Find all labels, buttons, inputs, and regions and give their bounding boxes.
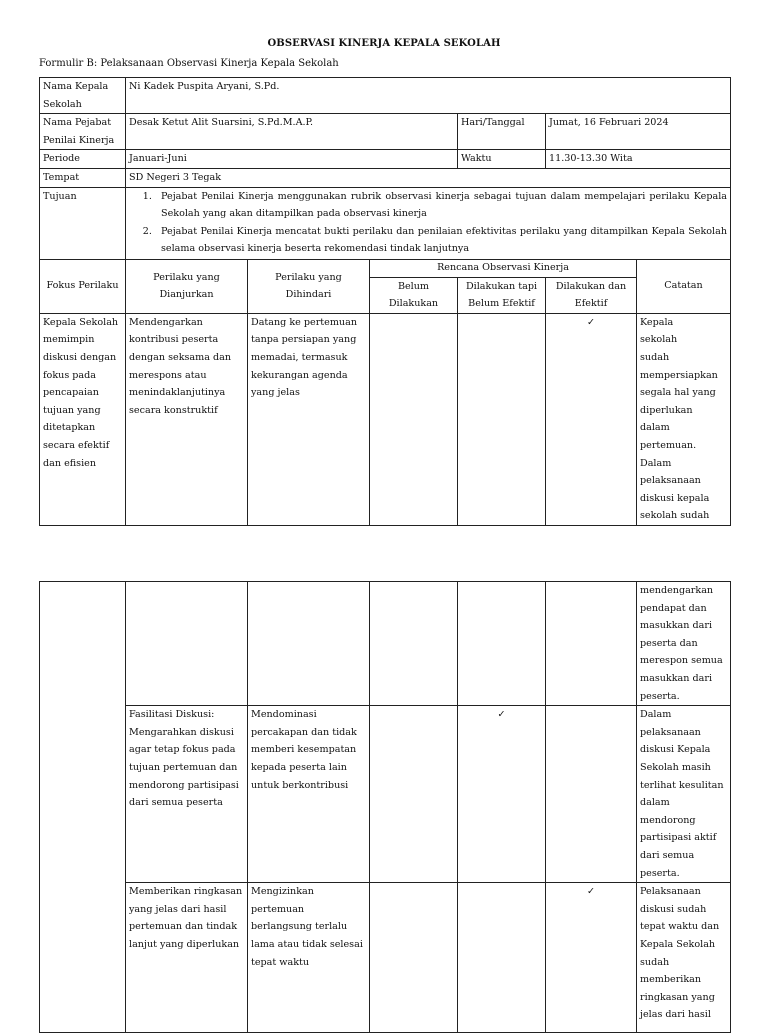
- row1-belum: [370, 313, 458, 525]
- row1-tidak-efektif: [458, 313, 546, 525]
- row2-tidak-efektif-check: ✓: [458, 706, 546, 883]
- row3-efektif-check: ✓: [546, 883, 637, 1033]
- header-belum-efektif: Dilakukan tapi Belum Efektif: [458, 277, 546, 313]
- fokus-perilaku-continued: [40, 582, 126, 1033]
- row1-belum-continued: [370, 582, 458, 706]
- header-fokus-perilaku: Fokus Perilaku: [40, 259, 126, 313]
- header-efektif: Dilakukan dan Efektif: [546, 277, 637, 313]
- row3-catatan: Pelaksanaan diskusi sudah tepat waktu dan Kepala Sekolah sudah memberikan ringkasan yang jelas dari hasil: [637, 883, 731, 1033]
- row1-tidak-efektif-continued: [458, 582, 546, 706]
- header-catatan: Catatan: [637, 259, 731, 313]
- row1-efektif-continued: [546, 582, 637, 706]
- value-nama-pejabat: Desak Ketut Alit Suarsini, S.Pd.M.A.P.: [126, 114, 458, 150]
- fokus-perilaku-text: Kepala Sekolah memimpin diskusi dengan fokus pada pencapaian tujuan yang ditetapkan secara efektif dan efisien: [40, 313, 126, 525]
- value-tujuan: [126, 187, 731, 259]
- label-nama-kepala: Nama Kepala Sekolah: [40, 78, 126, 114]
- row3-dihindari: Mengizinkan pertemuan berlangsung terlalu lama atau tidak selesai tepat waktu: [248, 883, 370, 1033]
- row2-dihindari: Mendominasi percakapan dan tidak memberi kesempatan kepada peserta lain untuk berkontribusi: [248, 706, 370, 883]
- row1-dihindari: Datang ke pertemuan tanpa persiapan yang memadai, termasuk kekurangan agenda yang jelas: [248, 313, 370, 525]
- row1-dianjurkan: Mendengarkan kontribusi peserta dengan seksama dan merespons atau menindaklanjutinya secara konstruktif: [126, 313, 248, 525]
- tujuan-item-2: 2. Pejabat Penilai Kinerja mencatat bukti perilaku dan penilaian efektivitas perilaku yang ditampilkan Kepala Sekolah selama observasi kinerja beserta rekomendasi tindak lanjutnya: [155, 223, 727, 258]
- form-subtitle: Formulir B: Pelaksanaan Observasi Kinerja Kepala Sekolah: [39, 58, 339, 69]
- observation-table-page-1: [39, 77, 731, 526]
- header-belum-dilakukan: Belum Dilakukan: [370, 277, 458, 313]
- tujuan-item-1: 1. Pejabat Penilai Kinerja menggunakan rubrik observasi kinerja sebagai tujuan dalam mempelajari perilaku Kepala Sekolah yang akan ditampilkan pada observasi kinerja: [155, 188, 727, 223]
- value-tempat: SD Negeri 3 Tegak: [126, 168, 731, 187]
- header-perilaku-dianjurkan: Perilaku yang Dianjurkan: [126, 259, 248, 313]
- row1-catatan-part2: mendengarkan pendapat dan masukkan dari peserta dan merespon semua masukkan dari peserta.: [637, 582, 731, 706]
- value-nama-kepala: Ni Kadek Puspita Aryani, S.Pd.: [126, 78, 731, 114]
- row1-dianjurkan-continued: [126, 582, 248, 706]
- row3-dianjurkan: Memberikan ringkasan yang jelas dari hasil pertemuan dan tindak lanjut yang diperlukan: [126, 883, 248, 1033]
- label-waktu: Waktu: [458, 150, 546, 169]
- label-periode: Periode: [40, 150, 126, 169]
- label-tujuan: Tujuan: [40, 187, 126, 259]
- value-periode: Januari-Juni: [126, 150, 458, 169]
- label-nama-pejabat: Nama Pejabat Penilai Kinerja: [40, 114, 126, 150]
- row2-catatan: Dalam pelaksanaan diskusi Kepala Sekolah masih terlihat kesulitan dalam mendorong partisipasi aktif dari semua peserta.: [637, 706, 731, 883]
- row1-catatan-part1: Kepala sekolah sudah mempersiapkan segala hal yang diperlukan dalam pertemuan. Dalam pelaksanaan diskusi kepala sekolah sudah: [637, 313, 731, 525]
- row2-efektif: [546, 706, 637, 883]
- header-perilaku-dihindari: Perilaku yang Dihindari: [248, 259, 370, 313]
- page-title: OBSERVASI KINERJA KEPALA SEKOLAH: [267, 38, 501, 49]
- row3-tidak-efektif: [458, 883, 546, 1033]
- row1-efektif-check: ✓: [546, 313, 637, 525]
- observation-table-page-2: [39, 581, 731, 1033]
- row2-dianjurkan: Fasilitasi Diskusi: Mengarahkan diskusi agar tetap fokus pada tujuan pertemuan dan mendorong partisipasi dari semua peserta: [126, 706, 248, 883]
- row2-belum: [370, 706, 458, 883]
- row1-dihindari-continued: [248, 582, 370, 706]
- value-hari-tanggal: Jumat, 16 Februari 2024: [546, 114, 731, 150]
- header-rencana-observasi: Rencana Observasi Kinerja: [370, 259, 637, 277]
- label-hari-tanggal: Hari/Tanggal: [458, 114, 546, 150]
- label-tempat: Tempat: [40, 168, 126, 187]
- value-waktu: 11.30-13.30 Wita: [546, 150, 731, 169]
- row3-belum: [370, 883, 458, 1033]
